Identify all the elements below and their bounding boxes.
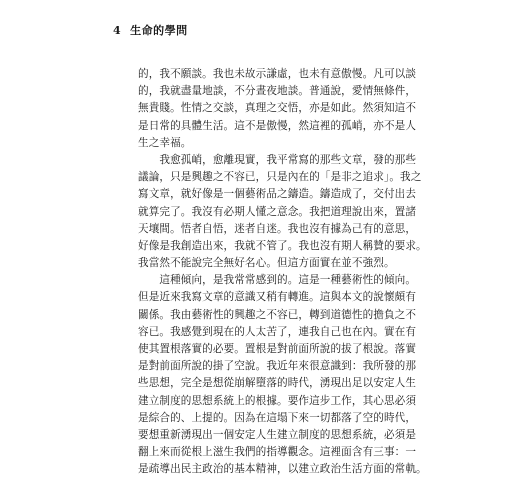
body-text bbox=[138, 66, 427, 479]
text-line: 容已。我感覺到現在的人太苦了，連我自己也在內。實在有 bbox=[138, 325, 417, 338]
text-line: 我當然不能說完全無好名心。但這方面實在並不強烈。 bbox=[138, 257, 395, 270]
text-line: 我愈孤峭，愈離現實，我平常寫的那些文章，發的那些 bbox=[138, 153, 417, 166]
text-line: 關係。我由藝術性的興趣之不容已，轉到道德性的擔負之不 bbox=[138, 308, 417, 321]
text-line: 些思想，完全是想從崩解墮落的時代，湧現出足以安定人生 bbox=[138, 377, 417, 390]
text-line: 生之幸福。 bbox=[138, 136, 192, 149]
text-line: 但是近來我寫文章的意識又稍有轉進。這與本文的說懷頗有 bbox=[138, 291, 417, 304]
text-line: 使其置根落實的必要。置根是對前面所說的拔了根說。落實 bbox=[138, 343, 417, 355]
text-line: 這種傾向，是我常常感到的。這是一種藝術性的傾向。 bbox=[138, 274, 417, 287]
running-title: 生命的學問 bbox=[130, 24, 188, 37]
text-line: 議論，只是興趣之不容已，只是內在的「是非之追求」。我之 bbox=[138, 171, 422, 184]
text-line: 的，我就盡量地談，不分晝夜地談。普通說，愛情無條件， bbox=[138, 85, 417, 98]
text-line: 是綜合的、上提的。因為在這塌下來一切都落了空的時代， bbox=[138, 411, 417, 424]
text-line: 好像是我創造出來，我就不管了。我也沒有期人稱贊的要求。 bbox=[138, 239, 427, 252]
running-header bbox=[113, 22, 188, 38]
text-line: 天壤間。悟者自悟，迷者自迷。我也沒有據為己有的意思， bbox=[138, 222, 417, 235]
page-number: 4 bbox=[113, 24, 122, 37]
text-line: 翻上來而從根上滋生我們的指導觀念。這裡面含有三事：一 bbox=[138, 446, 417, 459]
text-line: 是對前面所說的掛了空說。我近年來很意識到：我所發的那 bbox=[138, 360, 417, 373]
text-line: 是日常的具體生活。這不是傲慢，然這裡的孤峭，亦不是人 bbox=[138, 119, 417, 132]
text-line: 的，我不願談。我也未故示謙虛，也未有意傲慢。凡可以談 bbox=[138, 68, 417, 80]
text-line: 建立制度的思想系統上的根據。要作這步工作，其心思必須 bbox=[138, 394, 417, 407]
text-line: 是疏導出民主政治的基本精神，以建立政治生活方面的常軌。 bbox=[138, 463, 427, 476]
text-line: 無貴賤。性情之交談，真理之交悟，亦是如此。然須知這不 bbox=[138, 102, 417, 115]
text-line: 就算完了。我沒有必期人懂之意念。我把道理說出來，置諸 bbox=[138, 205, 417, 218]
text-line: 寫文章，就好像是一個藝術品之鑄造。鑄造成了，交付出去 bbox=[138, 188, 417, 201]
text-line: 要想重新湧現出一個安定人生建立制度的思想系統，必須是 bbox=[138, 428, 417, 441]
